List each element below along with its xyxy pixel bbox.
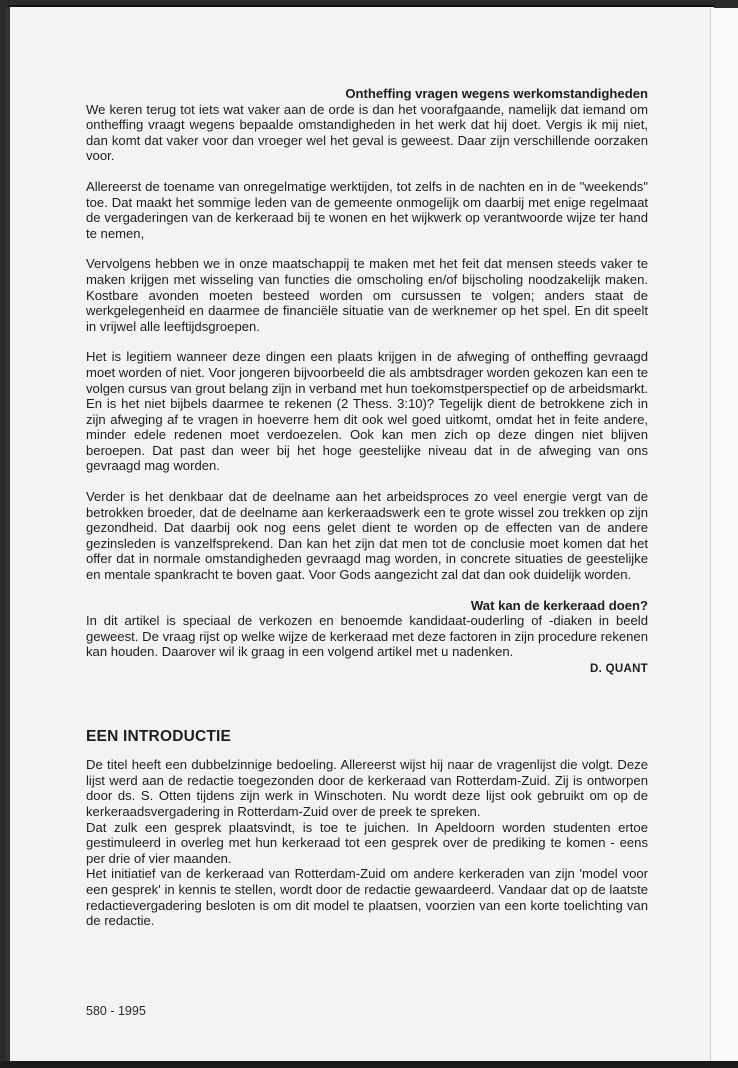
article-paragraph-5: Verder is het denkbaar dat de deelname aan het arbeidsproces zo veel energie vergt van de betrokken broeder, dat de deelname aan kerkeraadswerk een te grote wissel zou trekken op zijn gezondheid. Dat daarbij ook nog eens gelet dient te worden op de effecten van de andere gezinsleden is vanzelfsprekend. Dan kan het zijn dat men tot de conclusie moet komen dat het offer dat in normale omstandigheden gevraagd mag worden, in concrete situaties de geestelijke en mentale spankracht te boven gaat. Voor Gods aangezicht zal dat dan ook duidelijk worden. — [86, 489, 648, 583]
page-content — [86, 86, 648, 929]
article-paragraph-3: Vervolgens hebben we in onze maatschappij te maken met het feit dat mensen steeds vaker te maken krijgen met wisseling van functies die omscholing en/of bijscholing noodzakelijk maken. Kostbare avonden moeten besteed worden om cursussen te volgen; anders staat de werkgelegenheid en daarmee de financiële situatie van de werknemer op het spel. En dit speelt in vrijwel alle leeftijdsgroepen. — [86, 256, 648, 334]
intro-paragraph-3: Het initiatief van de kerkeraad van Rotterdam-Zuid om andere kerkeraden van zijn 'model voor een gesprek' in kennis te stellen, wordt door de redactie gewaardeerd. Vandaar dat op de laatste redactievergadering besloten is om dit model te plaatsen, voorzien van een korte toelichting van de redactie. — [86, 866, 648, 929]
article-paragraph-1: We keren terug tot iets wat vaker aan de orde is dan het voorafgaande, namelijk dat iemand om ontheffing vraagt wegens bepaalde omstandigheden in het werk dat hij doet. Vergis ik mij niet, dan komt dat vaker voor dan vroeger wel het geval is geweest. Daar zijn verschillende oorzaken voor. — [86, 101, 648, 164]
intro-paragraph-1: De titel heeft een dubbelzinnige bedoeling. Allereerst wijst hij naar de vragenlijst die volgt. Deze lijst werd aan de redactie toegezonden door de kerkeraad van Rotterdam-Zuid. Zij is ontworpen door ds. S. Otten tijdens zijn werk in Winschoten. Nu wordt deze lijst ook gebruikt om op de kerkeraadsvergadering in Rotterdam-Zuid over de preek te spreken. — [86, 757, 648, 819]
article-title: Ontheffing vragen wegens werkomstandigheden — [345, 86, 648, 101]
facing-page-edge — [710, 8, 738, 1068]
article-paragraph-4: Het is legitiem wanneer deze dingen een plaats krijgen in de afweging of ontheffing gevraagd moet worden of niet. Voor jongeren bijvoorbeeld die als ambtsdrager worden gekozen kan een te volgen cursus van grout belang zijn in verband met hun toekomstperspectief op de arbeidsmarkt. En is het niet bijbels daarmee te rekenen (2 Thess. 3:10)? Tegelijk dient de betrokkene zich in zijn afweging af te vragen in hoeverre hem dit ook wel goed uitkomt, omdat het in feite andere, minder edele redenen moet verdoezelen. Ook kan men zich op deze dingen niet blijven beroepen. Dat past dan weer bij het hoge geestelijke niveau dat in de afweging van ons gevraagd mag worden. — [86, 349, 648, 474]
page-number: 580 - 1995 — [86, 1004, 146, 1018]
intro-paragraph-2: Dat zulk een gesprek plaatsvindt, is toe te juichen. In Apeldoorn worden studenten ertoe gestimuleerd in overleg met hun kerkeraad tot een gesprek over de prediking te komen - eens per drie of vier maanden. — [86, 819, 648, 866]
author-signature: D. QUANT — [590, 663, 648, 675]
scan-border — [0, 1061, 738, 1068]
section-title: EEN INTRODUCTIE — [86, 727, 232, 745]
article-closing-paragraph: In dit artikel is speciaal de verkozen en benoemde kandidaat-ouderling of -diaken in beeld geweest. De vraag rijst op welke wijze de kerkeraad met deze factoren in zijn procedure rekenen kan houden. Daarover wil ik graag in een volgend artikel met u nadenken. — [86, 613, 648, 660]
article-subheading: Wat kan de kerkeraad doen? — [470, 597, 648, 613]
article-paragraph-2: Allereerst de toename van onregelmatige werktijden, tot zelfs in de nachten en in de "weekends" toe. Dat maakt het sommige leden van de gemeente onmogelijk om daarbij met enige regelmaat de vergaderingen van de kerkeraad bij te wonen en het wijkwerk op verantwoorde wijze ter hand te nemen, — [86, 178, 648, 241]
